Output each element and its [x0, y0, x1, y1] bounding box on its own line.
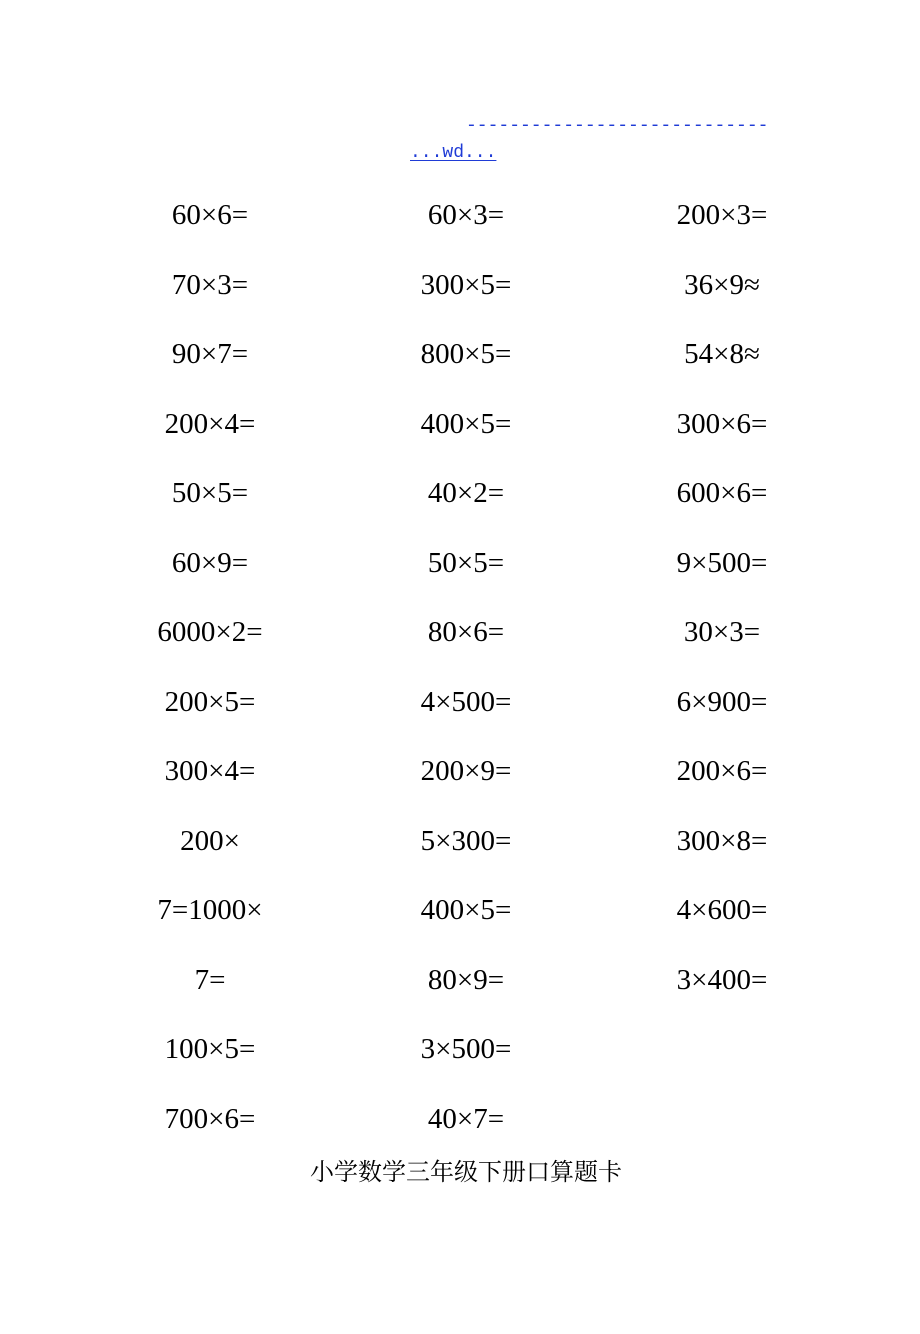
problem-item: 54×8≈: [684, 338, 760, 370]
problem-item: 9×500=: [676, 546, 768, 579]
problem-item: 200×6=: [676, 755, 768, 787]
problem-item: 60×6=: [171, 199, 249, 231]
problem-item: 300×6=: [676, 407, 768, 440]
header-dashed-line: ----------------------------: [466, 116, 769, 136]
problem-column-3: [602, 181, 842, 1015]
problem-item: 400×5=: [420, 894, 512, 926]
problem-item: 200×5=: [164, 685, 256, 718]
problem-item: 5×300=: [420, 824, 512, 857]
problem-item: 4×500=: [420, 685, 512, 718]
problem-item: 50×5=: [171, 477, 249, 509]
problem-item: 60×9=: [171, 546, 249, 579]
problem-item: 36×9≈: [684, 268, 760, 301]
problem-item: 300×4=: [164, 755, 256, 787]
problem-item: 3×500=: [420, 1033, 512, 1065]
problem-item: 300×8=: [676, 824, 768, 857]
problem-item: 200×: [180, 824, 240, 857]
problem-item: 7=1000×: [157, 894, 263, 926]
worksheet-title: 小学数学三年级下册口算题卡: [310, 1158, 622, 1186]
problem-column-2: [346, 181, 586, 1154]
problem-item: 30×3=: [683, 616, 761, 648]
problem-item: 40×2=: [427, 477, 505, 509]
problem-item: 4×600=: [676, 894, 768, 926]
problem-item: 90×7=: [171, 338, 249, 370]
problem-item: 300×5=: [420, 268, 512, 301]
problem-item: 400×5=: [420, 407, 512, 440]
problem-item: 700×6=: [164, 1102, 256, 1135]
problem-item: 6×900=: [676, 685, 768, 718]
problem-item: 7=: [194, 963, 226, 996]
problem-item: 800×5=: [420, 338, 512, 370]
problem-item: 3×400=: [676, 963, 768, 996]
problem-item: 200×3=: [676, 199, 768, 231]
problem-item: 80×9=: [427, 963, 505, 996]
header-wd-link[interactable]: ...wd...: [410, 143, 497, 163]
problem-item: 40×7=: [427, 1102, 505, 1135]
problem-item: 80×6=: [427, 616, 505, 648]
problem-item: 200×4=: [164, 407, 256, 440]
problem-item: 200×9=: [420, 755, 512, 787]
problem-column-1: [90, 181, 330, 1154]
problem-item: 50×5=: [427, 546, 505, 579]
problem-item: 60×3=: [427, 199, 505, 231]
problem-item: 600×6=: [676, 477, 768, 509]
problem-item: 70×3=: [171, 268, 249, 301]
problem-item: 6000×2=: [157, 616, 263, 648]
problem-item: 100×5=: [164, 1033, 256, 1065]
